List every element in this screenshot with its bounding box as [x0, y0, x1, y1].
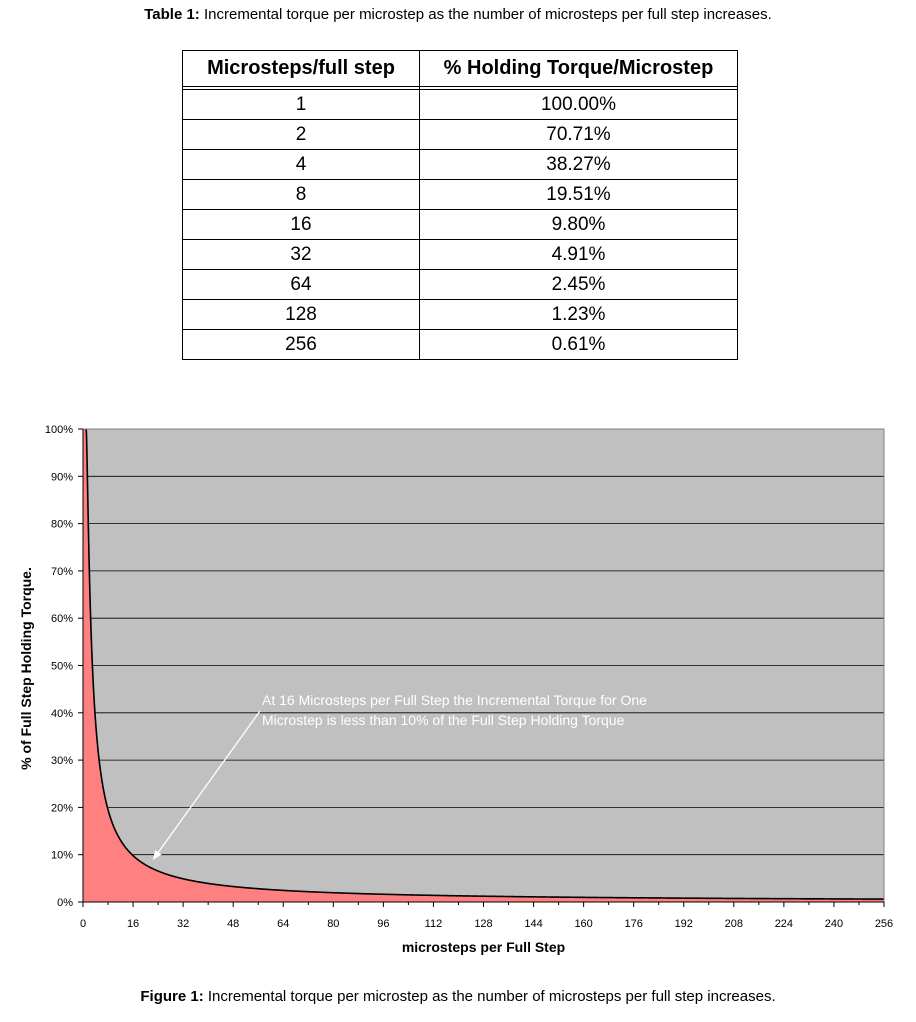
- cell-microsteps: 16: [183, 210, 420, 240]
- cell-microsteps: 4: [183, 150, 420, 180]
- torque-chart: [0, 400, 916, 970]
- cell-microsteps: 8: [183, 180, 420, 210]
- table-row: [183, 300, 738, 330]
- x-tick-label: 256: [874, 918, 894, 930]
- y-tick-label: 20%: [50, 802, 73, 815]
- cell-microsteps: 128: [183, 300, 420, 330]
- x-tick-label: 240: [824, 918, 844, 930]
- table-row: [183, 120, 738, 150]
- x-tick-label: 32: [177, 918, 190, 930]
- table-row: [183, 270, 738, 300]
- x-tick-label: 0: [79, 918, 87, 930]
- header-microsteps: Microsteps/full step: [183, 51, 420, 87]
- y-tick-label: 80%: [50, 518, 73, 531]
- cell-microsteps: 64: [183, 270, 420, 300]
- x-axis-title: microsteps per Full Step: [401, 939, 566, 955]
- x-tick-label: 176: [624, 918, 643, 930]
- table-row: [183, 90, 738, 120]
- cell-torque: 38.27%: [420, 150, 738, 180]
- y-axis-ticks: [45, 424, 83, 909]
- table-row: [183, 330, 738, 360]
- table-caption-text: Incremental torque per microstep as the number of microsteps per full step increases.: [199, 6, 772, 23]
- x-tick-label: 192: [674, 918, 693, 930]
- y-tick-label: 60%: [50, 613, 73, 626]
- table-row: [183, 180, 738, 210]
- cell-torque: 4.91%: [420, 240, 738, 270]
- cell-microsteps: 256: [183, 330, 420, 360]
- y-axis-title: % of Full Step Holding Torque.: [18, 567, 34, 770]
- cell-torque: 19.51%: [420, 180, 738, 210]
- cell-torque: 1.23%: [420, 300, 738, 330]
- cell-microsteps: 32: [183, 240, 420, 270]
- header-holding-torque: % Holding Torque/Microstep: [420, 51, 738, 87]
- table-caption: [0, 6, 916, 23]
- cell-torque: 100.00%: [420, 90, 738, 120]
- x-tick-label: 80: [327, 918, 340, 930]
- cell-torque: 9.80%: [420, 210, 738, 240]
- annotation-line: At 16 Microsteps per Full Step the Incremental Torque for One: [262, 692, 647, 708]
- y-tick-label: 100%: [44, 424, 73, 436]
- table-row: [183, 210, 738, 240]
- y-tick-label: 10%: [50, 849, 73, 862]
- cell-microsteps: 2: [183, 120, 420, 150]
- table-row: [183, 240, 738, 270]
- x-tick-label: 224: [774, 918, 794, 930]
- figure-caption-label: Figure 1:: [140, 988, 204, 1005]
- x-tick-label: 16: [126, 918, 140, 930]
- x-axis-ticks: [80, 902, 893, 930]
- x-tick-label: 112: [424, 918, 443, 930]
- cell-torque: 0.61%: [420, 330, 738, 360]
- x-tick-label: 128: [474, 918, 493, 930]
- y-tick-label: 50%: [50, 660, 73, 673]
- y-tick-label: 70%: [50, 565, 73, 578]
- cell-torque: 70.71%: [420, 120, 738, 150]
- torque-table: [182, 50, 738, 360]
- figure-caption: [0, 988, 916, 1005]
- figure-caption-text: Incremental torque per microstep as the number of microsteps per full step increases.: [203, 988, 776, 1005]
- x-tick-label: 64: [277, 918, 290, 930]
- x-tick-label: 144: [524, 918, 543, 930]
- table-caption-label: Table 1:: [144, 6, 200, 23]
- y-tick-label: 0%: [57, 897, 73, 909]
- cell-torque: 2.45%: [420, 270, 738, 300]
- y-tick-label: 30%: [50, 755, 73, 768]
- table-row: [183, 150, 738, 180]
- x-tick-label: 96: [377, 918, 390, 930]
- x-tick-label: 160: [574, 918, 593, 930]
- table-header-row: [183, 51, 738, 87]
- x-tick-label: 48: [227, 918, 240, 930]
- annotation-line: Microstep is less than 10% of the Full Step Holding Torque: [262, 712, 625, 728]
- y-tick-label: 90%: [50, 471, 73, 484]
- cell-microsteps: 1: [183, 90, 420, 120]
- x-tick-label: 208: [724, 918, 743, 930]
- y-tick-label: 40%: [50, 707, 73, 720]
